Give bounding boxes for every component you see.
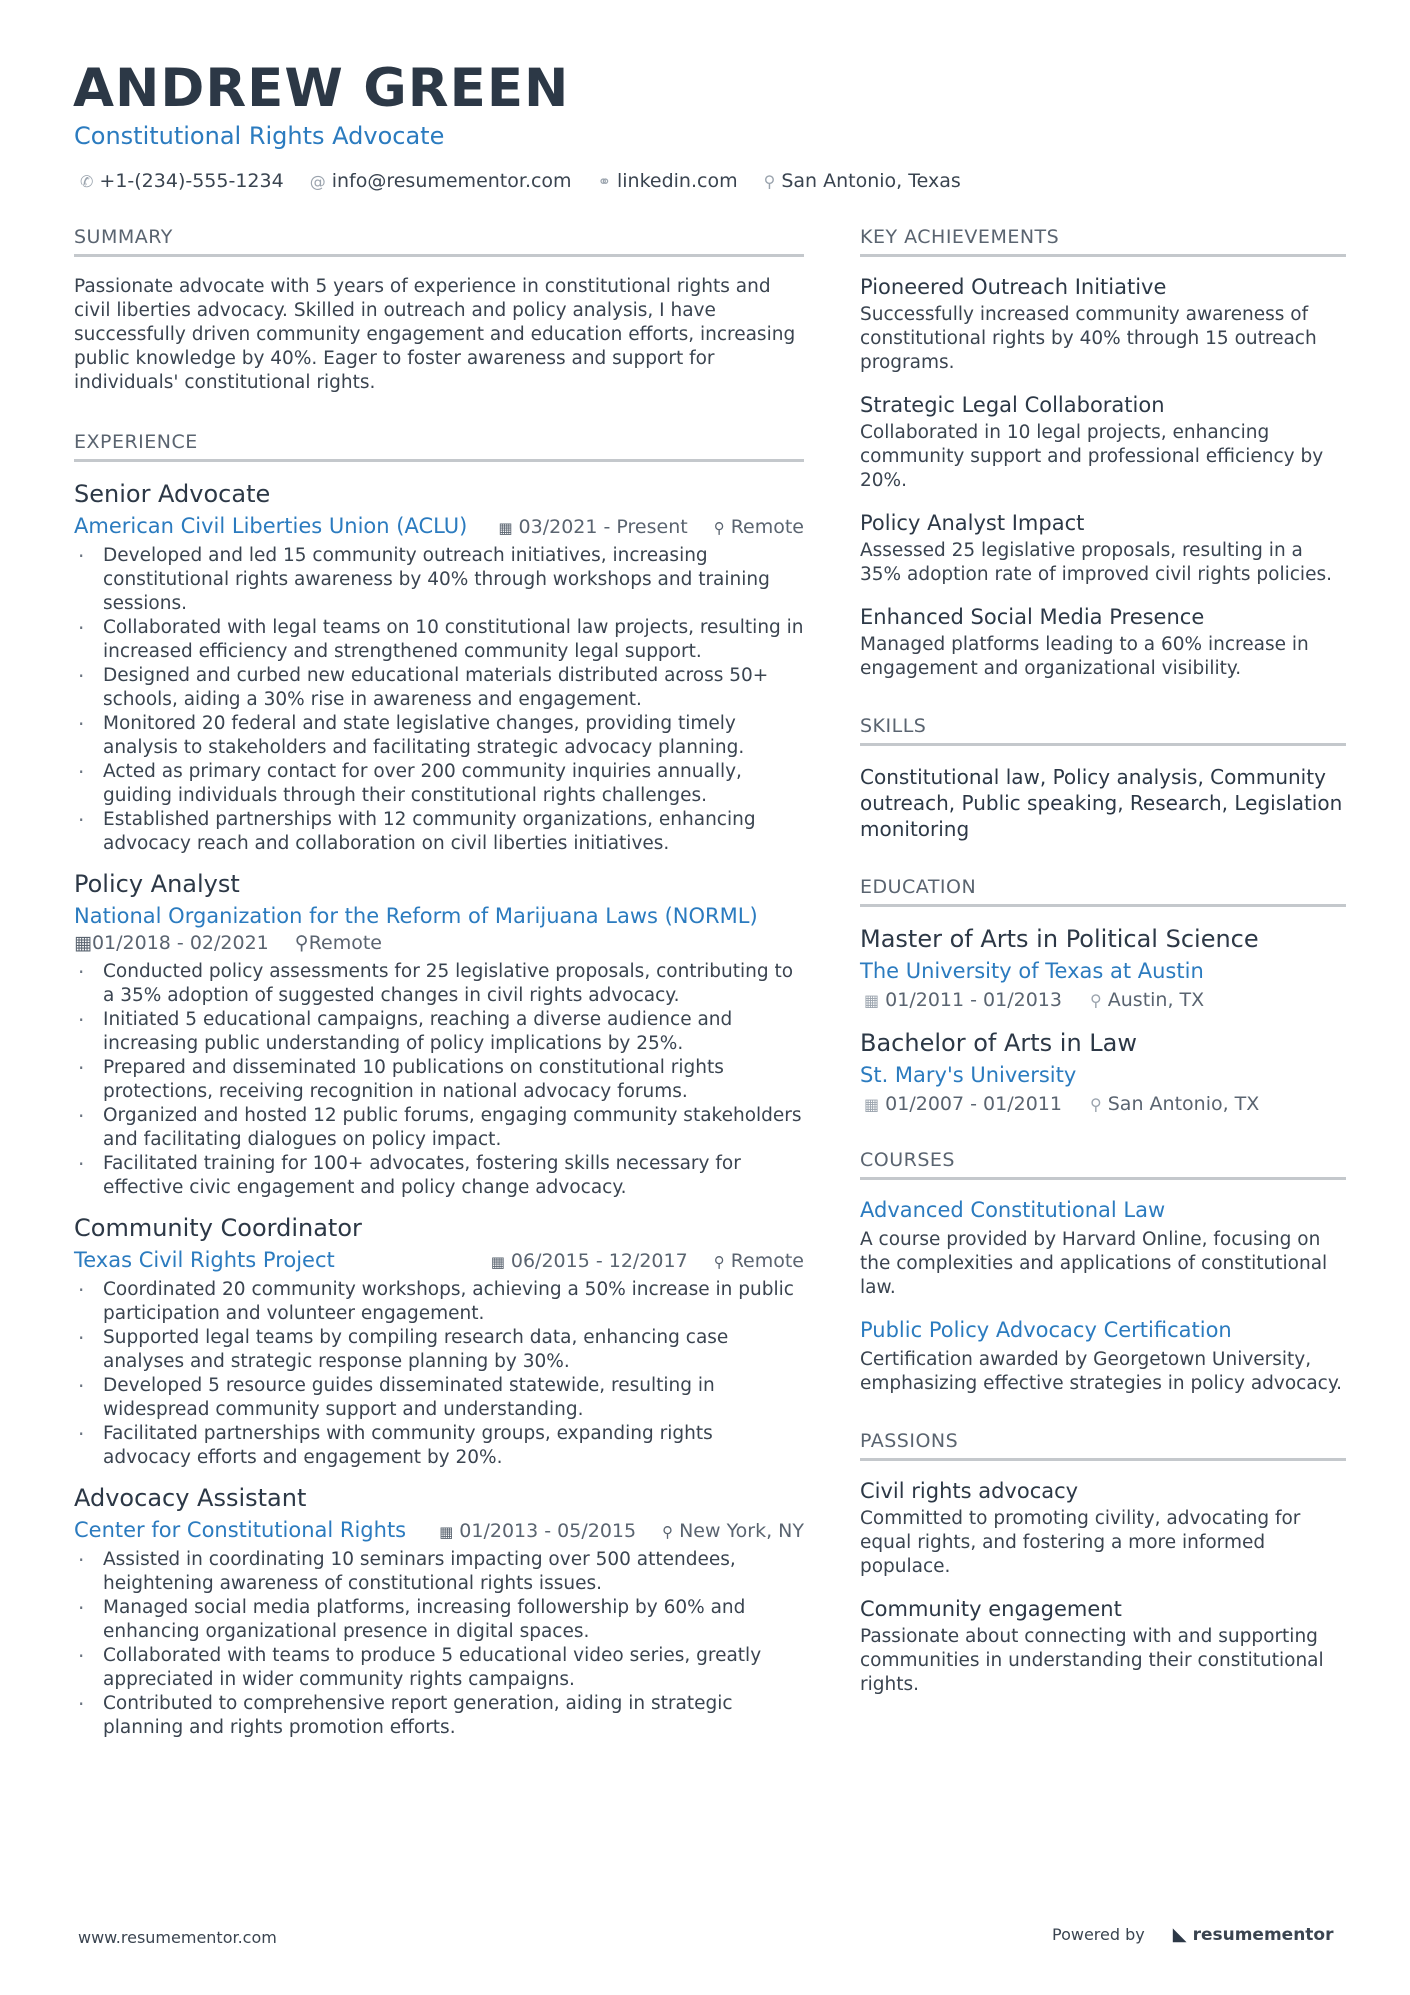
location-pin-icon: ⚲ — [763, 171, 776, 191]
education-meta — [860, 1093, 1346, 1115]
location-pin-icon: ⚲ — [713, 1253, 725, 1271]
job-bullets — [74, 960, 804, 1200]
location-pin-icon: ⚲ — [713, 519, 725, 537]
passion-title: Civil rights advocacy — [860, 1479, 1079, 1503]
courses-section — [860, 1149, 1346, 1396]
achievement-desc: Collaborated in 10 legal projects, enhancing community support and professional efficiency by 20%. — [860, 422, 1324, 491]
job-title: Community Coordinator — [74, 1214, 362, 1242]
education-heading: EDUCATION — [860, 876, 1346, 907]
brand-logo[interactable] — [1173, 1924, 1334, 1945]
location-pin-icon: ⚲ — [1089, 1095, 1102, 1114]
job-bullets — [74, 544, 804, 856]
location-pin-icon: ⚲ — [294, 932, 309, 954]
contact-email[interactable] — [310, 170, 572, 192]
education-item — [860, 1029, 1346, 1115]
courses-heading: COURSES — [860, 1149, 1346, 1180]
education-degree: Bachelor of Arts in Law — [860, 1029, 1137, 1057]
linkedin-text[interactable]: linkedin.com — [616, 170, 738, 192]
job-org-row — [74, 514, 804, 538]
education-item — [860, 925, 1346, 1011]
contact-linkedin[interactable] — [598, 170, 738, 192]
passions-heading: PASSIONS — [860, 1430, 1346, 1461]
job-bullet: · Acted as primary contact for over 200 community inquiries annually, guiding individuals through their constitutional rights challenges. — [74, 760, 804, 808]
passion-item — [860, 1597, 1346, 1697]
passion-desc: Passionate about connecting with and supporting communities in understanding their constitutional rights. — [860, 1626, 1324, 1695]
job-meta — [491, 1250, 804, 1272]
job-dates: 01/2013 - 05/2015 — [459, 1520, 637, 1542]
education-school: The University of Texas at Austin — [860, 959, 1204, 983]
job-dates: 01/2018 - 02/2021 — [91, 932, 269, 954]
education-dates: 01/2011 - 01/2013 — [885, 989, 1062, 1011]
course-title: Advanced Constitutional Law — [860, 1198, 1166, 1222]
candidate-role: Constitutional Rights Advocate — [74, 122, 445, 150]
job-entry — [74, 1214, 804, 1470]
calendar-icon: ▦ — [490, 1253, 505, 1271]
location-text: San Antonio, Texas — [781, 170, 961, 192]
education-school: St. Mary's University — [860, 1063, 1077, 1087]
achievement-desc: Successfully increased community awareness of constitutional rights by 40% through 15 outreach programs. — [860, 304, 1317, 373]
skills-section — [860, 715, 1346, 842]
job-org: Center for Constitutional Rights — [74, 1518, 407, 1542]
job-title: Advocacy Assistant — [74, 1484, 307, 1512]
education-location: Austin, TX — [1107, 989, 1205, 1011]
footer-website[interactable]: www.resumementor.com — [78, 1928, 277, 1947]
job-bullet: · Supported legal teams by compiling research data, enhancing case analyses and strategic response planning by 30%. — [74, 1326, 804, 1374]
calendar-icon: ▦ — [864, 1095, 880, 1114]
education-location: San Antonio, TX — [1107, 1093, 1260, 1115]
achievement-title: Strategic Legal Collaboration — [860, 393, 1165, 417]
job-location: Remote — [730, 1250, 804, 1272]
link-icon: ⚭ — [597, 171, 611, 191]
job-bullet: · Initiated 5 educational campaigns, reaching a diverse audience and increasing public understanding of policy implications by 25%. — [74, 1008, 804, 1056]
job-entry — [74, 870, 804, 1200]
job-org: American Civil Liberties Union (ACLU) — [74, 514, 468, 538]
course-desc: Certification awarded by Georgetown University, emphasizing effective strategies in policy advocacy. — [860, 1349, 1343, 1394]
education-dates: 01/2007 - 01/2011 — [885, 1093, 1062, 1115]
job-org-row — [74, 1518, 804, 1542]
candidate-name: ANDREW GREEN — [73, 58, 570, 119]
job-dates: 03/2021 - Present — [518, 516, 688, 538]
job-title: Senior Advocate — [74, 480, 271, 508]
phone-icon: ✆ — [80, 171, 94, 191]
job-bullet: · Organized and hosted 12 public forums, engaging community stakeholders and facilitating dialogues on policy impact. — [74, 1104, 804, 1152]
job-bullet: · Established partnerships with 12 community organizations, enhancing advocacy reach and collaboration on civil liberties initiatives. — [74, 808, 804, 856]
job-bullet: · Developed and led 15 community outreach initiatives, increasing constitutional rights awareness by 40% through workshops and training sessions. — [74, 544, 804, 616]
course-title: Public Policy Advocacy Certification — [860, 1318, 1232, 1342]
achievement-desc: Managed platforms leading to a 60% increase in engagement and organizational visibility. — [860, 634, 1309, 679]
passion-title: Community engagement — [860, 1597, 1122, 1621]
achievements-heading: KEY ACHIEVEMENTS — [860, 226, 1346, 257]
experience-heading: EXPERIENCE — [74, 431, 804, 462]
job-org-row — [74, 1248, 804, 1272]
course-desc: A course provided by Harvard Online, focusing on the complexities and applications of constitutional law. — [860, 1229, 1328, 1298]
job-bullets — [74, 1278, 804, 1470]
job-location: Remote — [308, 932, 382, 954]
job-bullet: · Managed social media platforms, increasing followership by 60% and enhancing organizational presence in digital spaces. — [74, 1596, 804, 1644]
course-item — [860, 1198, 1346, 1300]
job-bullet: · Assisted in coordinating 10 seminars impacting over 500 attendees, heightening awareness of constitutional rights issues. — [74, 1548, 804, 1596]
summary-text: Passionate advocate with 5 years of experience in constitutional rights and civil liberties advocacy. Skilled in outreach and policy analysis, I have successfully driven community engagement and education efforts, increasing public knowledge by 40%. Eager to foster awareness and support for individuals' constitutional rights. — [74, 276, 796, 393]
passion-desc: Committed to promoting civility, advocating for equal rights, and fostering a more informed populace. — [860, 1508, 1301, 1577]
passions-section — [860, 1430, 1346, 1697]
achievement-title: Enhanced Social Media Presence — [860, 605, 1205, 629]
contact-bar — [80, 170, 961, 192]
job-bullet: · Contributed to comprehensive report generation, aiding in strategic planning and rights promotion efforts. — [74, 1692, 804, 1740]
at-icon: @ — [309, 171, 326, 191]
location-pin-icon: ⚲ — [662, 1523, 674, 1541]
contact-location — [764, 170, 961, 192]
achievement-item — [860, 275, 1346, 375]
achievement-item — [860, 605, 1346, 681]
job-bullets — [74, 1548, 804, 1740]
job-entry — [74, 1484, 804, 1740]
left-column — [74, 226, 804, 1754]
job-entry — [74, 480, 804, 856]
summary-heading: SUMMARY — [74, 226, 804, 257]
job-meta — [439, 1520, 804, 1542]
job-bullet: · Facilitated training for 100+ advocates, fostering skills necessary for effective civic engagement and policy change advocacy. — [74, 1152, 804, 1200]
contact-phone — [80, 170, 284, 192]
job-bullet: · Collaborated with legal teams on 10 constitutional law projects, resulting in increased efficiency and strengthened community legal support. — [74, 616, 804, 664]
location-pin-icon: ⚲ — [1089, 991, 1102, 1010]
phone-text: +1-(234)-555-1234 — [99, 170, 284, 192]
job-bullet: · Developed 5 resource guides disseminated statewide, resulting in widespread community support and understanding. — [74, 1374, 804, 1422]
job-bullet: · Collaborated with teams to produce 5 educational video series, greatly appreciated in wider community rights campaigns. — [74, 1644, 804, 1692]
job-meta — [498, 516, 804, 538]
achievements-section — [860, 226, 1346, 681]
job-bullet: · Facilitated partnerships with community groups, expanding rights advocacy efforts and engagement by 20%. — [74, 1422, 804, 1470]
skills-heading: SKILLS — [860, 715, 1346, 746]
course-item — [860, 1318, 1346, 1396]
job-bullet: · Designed and curbed new educational materials distributed across 50+ schools, aiding a 30% rise in awareness and engagement. — [74, 664, 804, 712]
job-bullet: · Monitored 20 federal and state legislative changes, providing timely analysis to stakeholders and facilitating strategic advocacy planning. — [74, 712, 804, 760]
footer-powered — [1052, 1924, 1334, 1945]
email-text[interactable]: info@resumementor.com — [331, 170, 572, 192]
achievement-item — [860, 511, 1346, 587]
calendar-icon: ▦ — [498, 519, 513, 537]
job-org: Texas Civil Rights Project — [74, 1248, 335, 1272]
education-section — [860, 876, 1346, 1115]
education-degree: Master of Arts in Political Science — [860, 925, 1259, 953]
job-bullet: · Prepared and disseminated 10 publications on constitutional rights protections, receiving recognition in national advocacy forums. — [74, 1056, 804, 1104]
achievement-item — [860, 393, 1346, 493]
job-bullet: · Conducted policy assessments for 25 legislative proposals, contributing to a 35% adoption of suggested changes in civil rights advocacy. — [74, 960, 804, 1008]
job-location: Remote — [730, 516, 804, 538]
achievement-title: Pioneered Outreach Initiative — [860, 275, 1167, 299]
brand-logo-icon: ◣ — [1172, 1924, 1187, 1945]
job-bullet: · Coordinated 20 community workshops, achieving a 50% increase in public participation and volunteer engagement. — [74, 1278, 804, 1326]
brand-name: resumementor — [1192, 1924, 1334, 1945]
job-location: New York, NY — [679, 1520, 804, 1542]
right-column — [860, 226, 1346, 1731]
education-meta — [860, 989, 1346, 1011]
job-title: Policy Analyst — [74, 870, 240, 898]
calendar-icon: ▦ — [74, 932, 92, 954]
job-dates: 06/2015 - 12/2017 — [510, 1250, 688, 1272]
achievement-title: Policy Analyst Impact — [860, 511, 1085, 535]
job-org: National Organization for the Reform of Marijuana Laws (NORML) — [74, 904, 758, 928]
skills-text: Constitutional law, Policy analysis, Community outreach, Public speaking, Research, Legislation monitoring — [860, 765, 1343, 841]
powered-by-label: Powered by — [1052, 1925, 1145, 1944]
job-meta — [74, 932, 804, 954]
achievement-desc: Assessed 25 legislative proposals, resulting in a 35% adoption rate of improved civil rights policies. — [860, 540, 1332, 585]
calendar-icon: ▦ — [864, 991, 880, 1010]
calendar-icon: ▦ — [439, 1523, 454, 1541]
passion-item — [860, 1479, 1346, 1579]
